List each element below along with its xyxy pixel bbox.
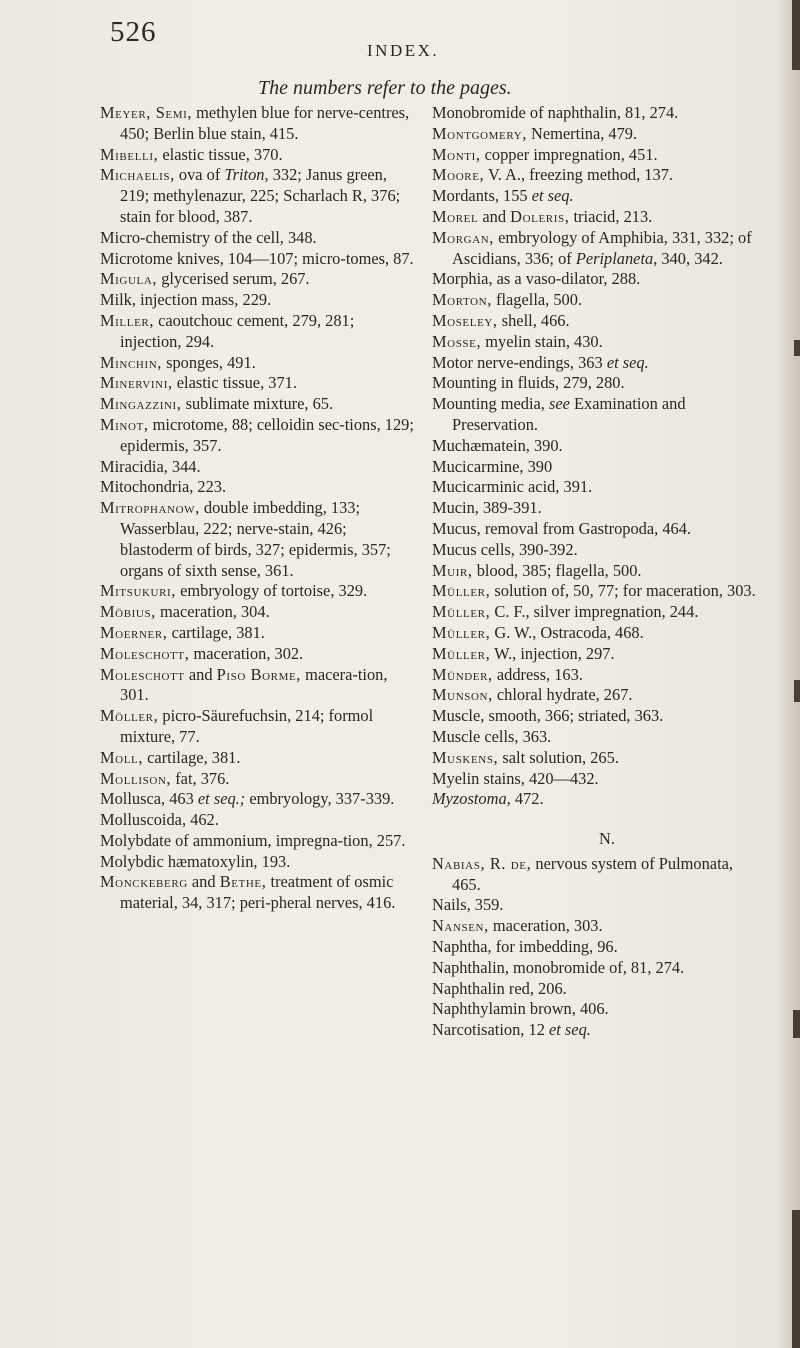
index-entry [432, 228, 762, 270]
entry-text: W., injection, 297. [490, 643, 615, 663]
entry-text: Milk, injection mass, 229. [100, 290, 272, 310]
index-entry [432, 958, 762, 979]
index-entry [432, 457, 762, 478]
entry-text: Nails, 359. [432, 895, 504, 915]
entry-text: Periplaneta, [575, 248, 658, 268]
entry-text: cartilage, 381. [143, 747, 241, 767]
index-entry [432, 665, 762, 686]
index-entry [100, 477, 418, 498]
entry-name: Montgomery, [432, 123, 527, 143]
entry-text: microtome, 88; celloidin sec-tions, 129; epidermis, 357. [120, 414, 414, 455]
entry-name: Mollison, [100, 768, 172, 788]
entry-text: double imbedding, 133; Wasserblau, 222; nerve-stain, 426; blastoderm of birds, 327; epidermis, 357; organs of sixth sense, 361. [120, 498, 391, 580]
entry-text: et seq.; [197, 789, 246, 809]
index-entry [432, 561, 762, 582]
entry-name: Moleschott [100, 664, 185, 684]
index-entry [432, 290, 762, 311]
entry-text: caoutchouc cement, 279, 281; injection, 294. [120, 310, 355, 351]
entry-text: et seq. [548, 1020, 591, 1040]
entry-name: Minervini, [100, 373, 173, 393]
index-entry [100, 665, 418, 707]
entry-text: solution of, 50, 77; for maceration, 303. [490, 581, 756, 601]
entry-name: Meyer, Semi, [100, 103, 193, 122]
page-edge [778, 0, 800, 1348]
entry-name: Morton, [432, 290, 492, 310]
index-entry [432, 979, 762, 1000]
entry-text: Microtome knives, 104—107; micro-tomes, 87. [100, 248, 414, 268]
index-entry [432, 145, 762, 166]
index-entry [100, 457, 418, 478]
running-head: INDEX. [367, 41, 440, 60]
entry-name: Möller, [100, 706, 159, 726]
entry-text: picro-Säurefuchsin, 214; formol mixture, 77. [120, 706, 374, 746]
entry-text: Monobromide of naphthalin, 81, 274. [432, 103, 679, 122]
entry-name: Monckeberg [100, 872, 188, 892]
entry-name: Minot, [100, 414, 149, 434]
entry-text: triacid, 213. [569, 206, 653, 226]
entry-name: Munson, [432, 685, 493, 705]
index-entry [432, 581, 762, 602]
index-entry [432, 685, 762, 706]
entry-name: Moerner, [100, 622, 168, 642]
entry-name: Möbius, [100, 602, 156, 622]
index-entry [100, 623, 418, 644]
entry-text: and [184, 664, 217, 684]
entry-name: Muir, [432, 560, 473, 580]
letter-heading: N. [599, 829, 615, 849]
entry-text: sublimate mixture, 65. [181, 394, 334, 414]
entry-text: and [187, 872, 220, 892]
index-entry [432, 769, 762, 790]
entry-text: chloral hydrate, 267. [492, 685, 633, 705]
index-entry [100, 810, 418, 831]
entry-name: Michaelis, [100, 165, 175, 185]
index-entry [432, 727, 762, 748]
entry-name: Mosse, [432, 331, 482, 351]
entry-text: Molybdic hæmatoxylin, 193. [100, 851, 291, 871]
entry-name: Monti, [432, 144, 481, 164]
entry-name: Mitsukuri, [100, 581, 177, 601]
index-entry [100, 769, 418, 790]
index-entry [100, 145, 418, 166]
left-column [100, 103, 418, 914]
index-entry [100, 581, 418, 602]
entry-text: C. F., silver impregnation, 244. [490, 602, 699, 622]
entry-name: Piso Borme, [216, 664, 301, 684]
index-entry [432, 311, 762, 332]
entry-text: embryology of Amphibia, 331, 332; of Ascidians, 336; of [452, 227, 752, 268]
index-entry [432, 644, 762, 665]
entry-name: Muskens, [432, 747, 499, 767]
entry-text: et seq. [606, 352, 649, 372]
entry-text: Mucus cells, 390-392. [432, 539, 578, 559]
entry-name: Moseley, [432, 310, 498, 330]
index-entry [100, 373, 418, 394]
entry-name: Doleris, [510, 206, 570, 226]
index-entry [100, 103, 418, 145]
index-entry [432, 477, 762, 498]
index-entry [100, 644, 418, 665]
index-entry [432, 540, 762, 561]
entry-text: Narcotisation, 12 [432, 1020, 549, 1040]
index-entry [432, 602, 762, 623]
index-entry [100, 852, 418, 873]
entry-text: Molluscoida, 462. [100, 810, 219, 830]
entry-name: Müller, [432, 622, 491, 642]
entry-name: Morel [432, 206, 479, 226]
entry-text: salt solution, 265. [498, 747, 619, 767]
index-entry [432, 706, 762, 727]
entry-text: nervous system of Pulmonata, 465. [452, 853, 734, 894]
index-entry [432, 519, 762, 540]
entry-text: Muscle, smooth, 366; striated, 363. [432, 706, 664, 726]
index-entry [100, 311, 418, 353]
index-entry [432, 103, 762, 124]
index-entry [100, 165, 418, 227]
entry-text: Mordants, 155 [432, 186, 532, 206]
index-entry [100, 249, 418, 270]
entry-text: Mucin, 389-391. [432, 498, 542, 518]
entry-name: Nansen, [432, 916, 489, 936]
entry-text: myelin stain, 430. [481, 331, 603, 351]
entry-name: Moll, [100, 747, 144, 767]
index-entry [432, 436, 762, 457]
entry-name: Mitrophanow, [100, 498, 200, 518]
entry-text: Triton, [224, 165, 269, 185]
entry-text: Morphia, as a vaso-dilator, 288. [432, 269, 641, 289]
page-number: 526 [110, 16, 157, 48]
entry-name: Migula, [100, 269, 158, 289]
entry-text: address, 163. [492, 664, 583, 684]
entry-text: Motor nerve-endings, 363 [432, 352, 607, 372]
entry-text: macera-tion, 301. [120, 664, 388, 705]
entry-name: Miller, [100, 310, 155, 330]
index-entry [100, 748, 418, 769]
entry-name: Minchin, [100, 352, 162, 372]
entry-text: et seq. [531, 186, 574, 206]
entry-text: treatment of osmic material, 34, 317; peri-pheral nerves, 416. [120, 872, 396, 913]
entry-text: embryology, 337-339. [245, 789, 395, 809]
index-entry [432, 124, 762, 145]
entry-text: elastic tissue, 370. [158, 144, 283, 164]
index-entry [432, 353, 762, 374]
entry-text: G. W., Ostracoda, 468. [490, 622, 644, 642]
entry-text: Mucus, removal from Gastropoda, 464. [432, 518, 692, 538]
index-entry [100, 872, 418, 914]
entry-text: embryology of tortoise, 329. [176, 581, 368, 601]
entry-text: see [549, 394, 570, 414]
entry-name: Morgan, [432, 227, 494, 247]
index-entry [100, 415, 418, 457]
entry-name: Bethe, [219, 872, 267, 892]
entry-name: Mibelli, [100, 144, 159, 164]
index-entry [432, 748, 762, 769]
index-entry [432, 999, 762, 1020]
entry-name: Moore, [432, 165, 485, 185]
index-entry [432, 498, 762, 519]
index-entry [432, 1020, 762, 1041]
entry-text: Myzostoma, [432, 789, 511, 809]
index-entry [432, 789, 762, 810]
index-entry [432, 937, 762, 958]
index-note: The numbers refer to the pages. [258, 77, 512, 99]
index-entry [100, 228, 418, 249]
index-entry [100, 602, 418, 623]
entry-text: Naphthalin, monobromide of, 81, 274. [432, 957, 685, 977]
index-entry [432, 895, 762, 916]
entry-text: flagella, 500. [491, 290, 583, 310]
entry-name: Müller, [432, 602, 491, 622]
entry-text: ova of [174, 165, 225, 185]
entry-text: Mollusca, 463 [100, 789, 198, 809]
index-entry [432, 916, 762, 937]
index-entry [100, 394, 418, 415]
entry-name: Mingazzini, [100, 394, 182, 414]
index-entry [100, 706, 418, 748]
entry-text: cartilage, 381. [167, 622, 265, 642]
entry-name: Moleschott, [100, 643, 190, 663]
entry-text: and [478, 206, 511, 226]
right-column [432, 103, 762, 1041]
entry-text: 332; Janus green, 219; methylenazur, 225; Scharlach R, 376; stain for blood, 387. [120, 165, 401, 226]
entry-text: Micro-chemistry of the cell, 348. [100, 227, 317, 247]
entry-text: Mounting in fluids, 279, 280. [432, 373, 625, 393]
entry-text: Mucicarminic acid, 391. [432, 477, 593, 497]
index-entry [100, 353, 418, 374]
entry-text: Muchæmatein, 390. [432, 435, 563, 455]
entry-name: Müller, [432, 581, 491, 601]
index-entry [432, 165, 762, 186]
index-entry [432, 269, 762, 290]
entry-text: Myelin stains, 420—432. [432, 768, 599, 788]
entry-text: maceration, 302. [189, 643, 304, 663]
entry-text: Examination and Preservation. [452, 394, 686, 434]
entry-text: maceration, 303. [488, 916, 603, 936]
entry-name: Nabias, R. de, [432, 853, 532, 873]
index-entry [432, 186, 762, 207]
index-entry [100, 269, 418, 290]
entry-text: 340, 342. [657, 248, 723, 268]
entry-text: copper impregnation, 451. [480, 144, 658, 164]
entry-text: Naphthalin red, 206. [432, 978, 567, 998]
entry-text: Naphthylamin brown, 406. [432, 999, 609, 1019]
index-entry [100, 789, 418, 810]
entry-text: blood, 385; flagella, 500. [472, 560, 642, 580]
entry-text: glycerised serum, 267. [157, 269, 310, 289]
entry-text: fat, 376. [171, 768, 230, 788]
entry-text: shell, 466. [497, 310, 570, 330]
entry-text: Molybdate of ammonium, impregna-tion, 257. [100, 830, 406, 850]
index-entry [432, 854, 762, 896]
entry-name: Müller, [432, 643, 491, 663]
index-entry [432, 207, 762, 228]
entry-text: Mounting media, [432, 394, 549, 414]
entry-text: Mitochondria, 223. [100, 477, 227, 497]
index-entry [432, 373, 762, 394]
index-entry [432, 394, 762, 436]
index-entry [432, 623, 762, 644]
entry-text: maceration, 304. [155, 602, 270, 622]
entry-text: Muscle cells, 363. [432, 726, 552, 746]
entry-name: Münder, [432, 664, 493, 684]
entry-text: Nemertina, 479. [526, 123, 638, 143]
entry-text: 472. [510, 789, 544, 809]
entry-text: V. A., freezing method, 137. [484, 165, 673, 185]
entry-text: methylen blue for nerve-centres, 450; Berlin blue stain, 415. [120, 103, 410, 143]
entry-text: Naphtha, for imbedding, 96. [432, 937, 618, 957]
entry-text: Miracidia, 344. [100, 456, 201, 476]
entry-text: sponges, 491. [161, 352, 256, 372]
index-entry [100, 831, 418, 852]
index-entry [100, 498, 418, 581]
entry-text: Mucicarmine, 390 [432, 456, 553, 476]
index-entry [432, 332, 762, 353]
entry-text: elastic tissue, 371. [172, 373, 297, 393]
index-entry [100, 290, 418, 311]
